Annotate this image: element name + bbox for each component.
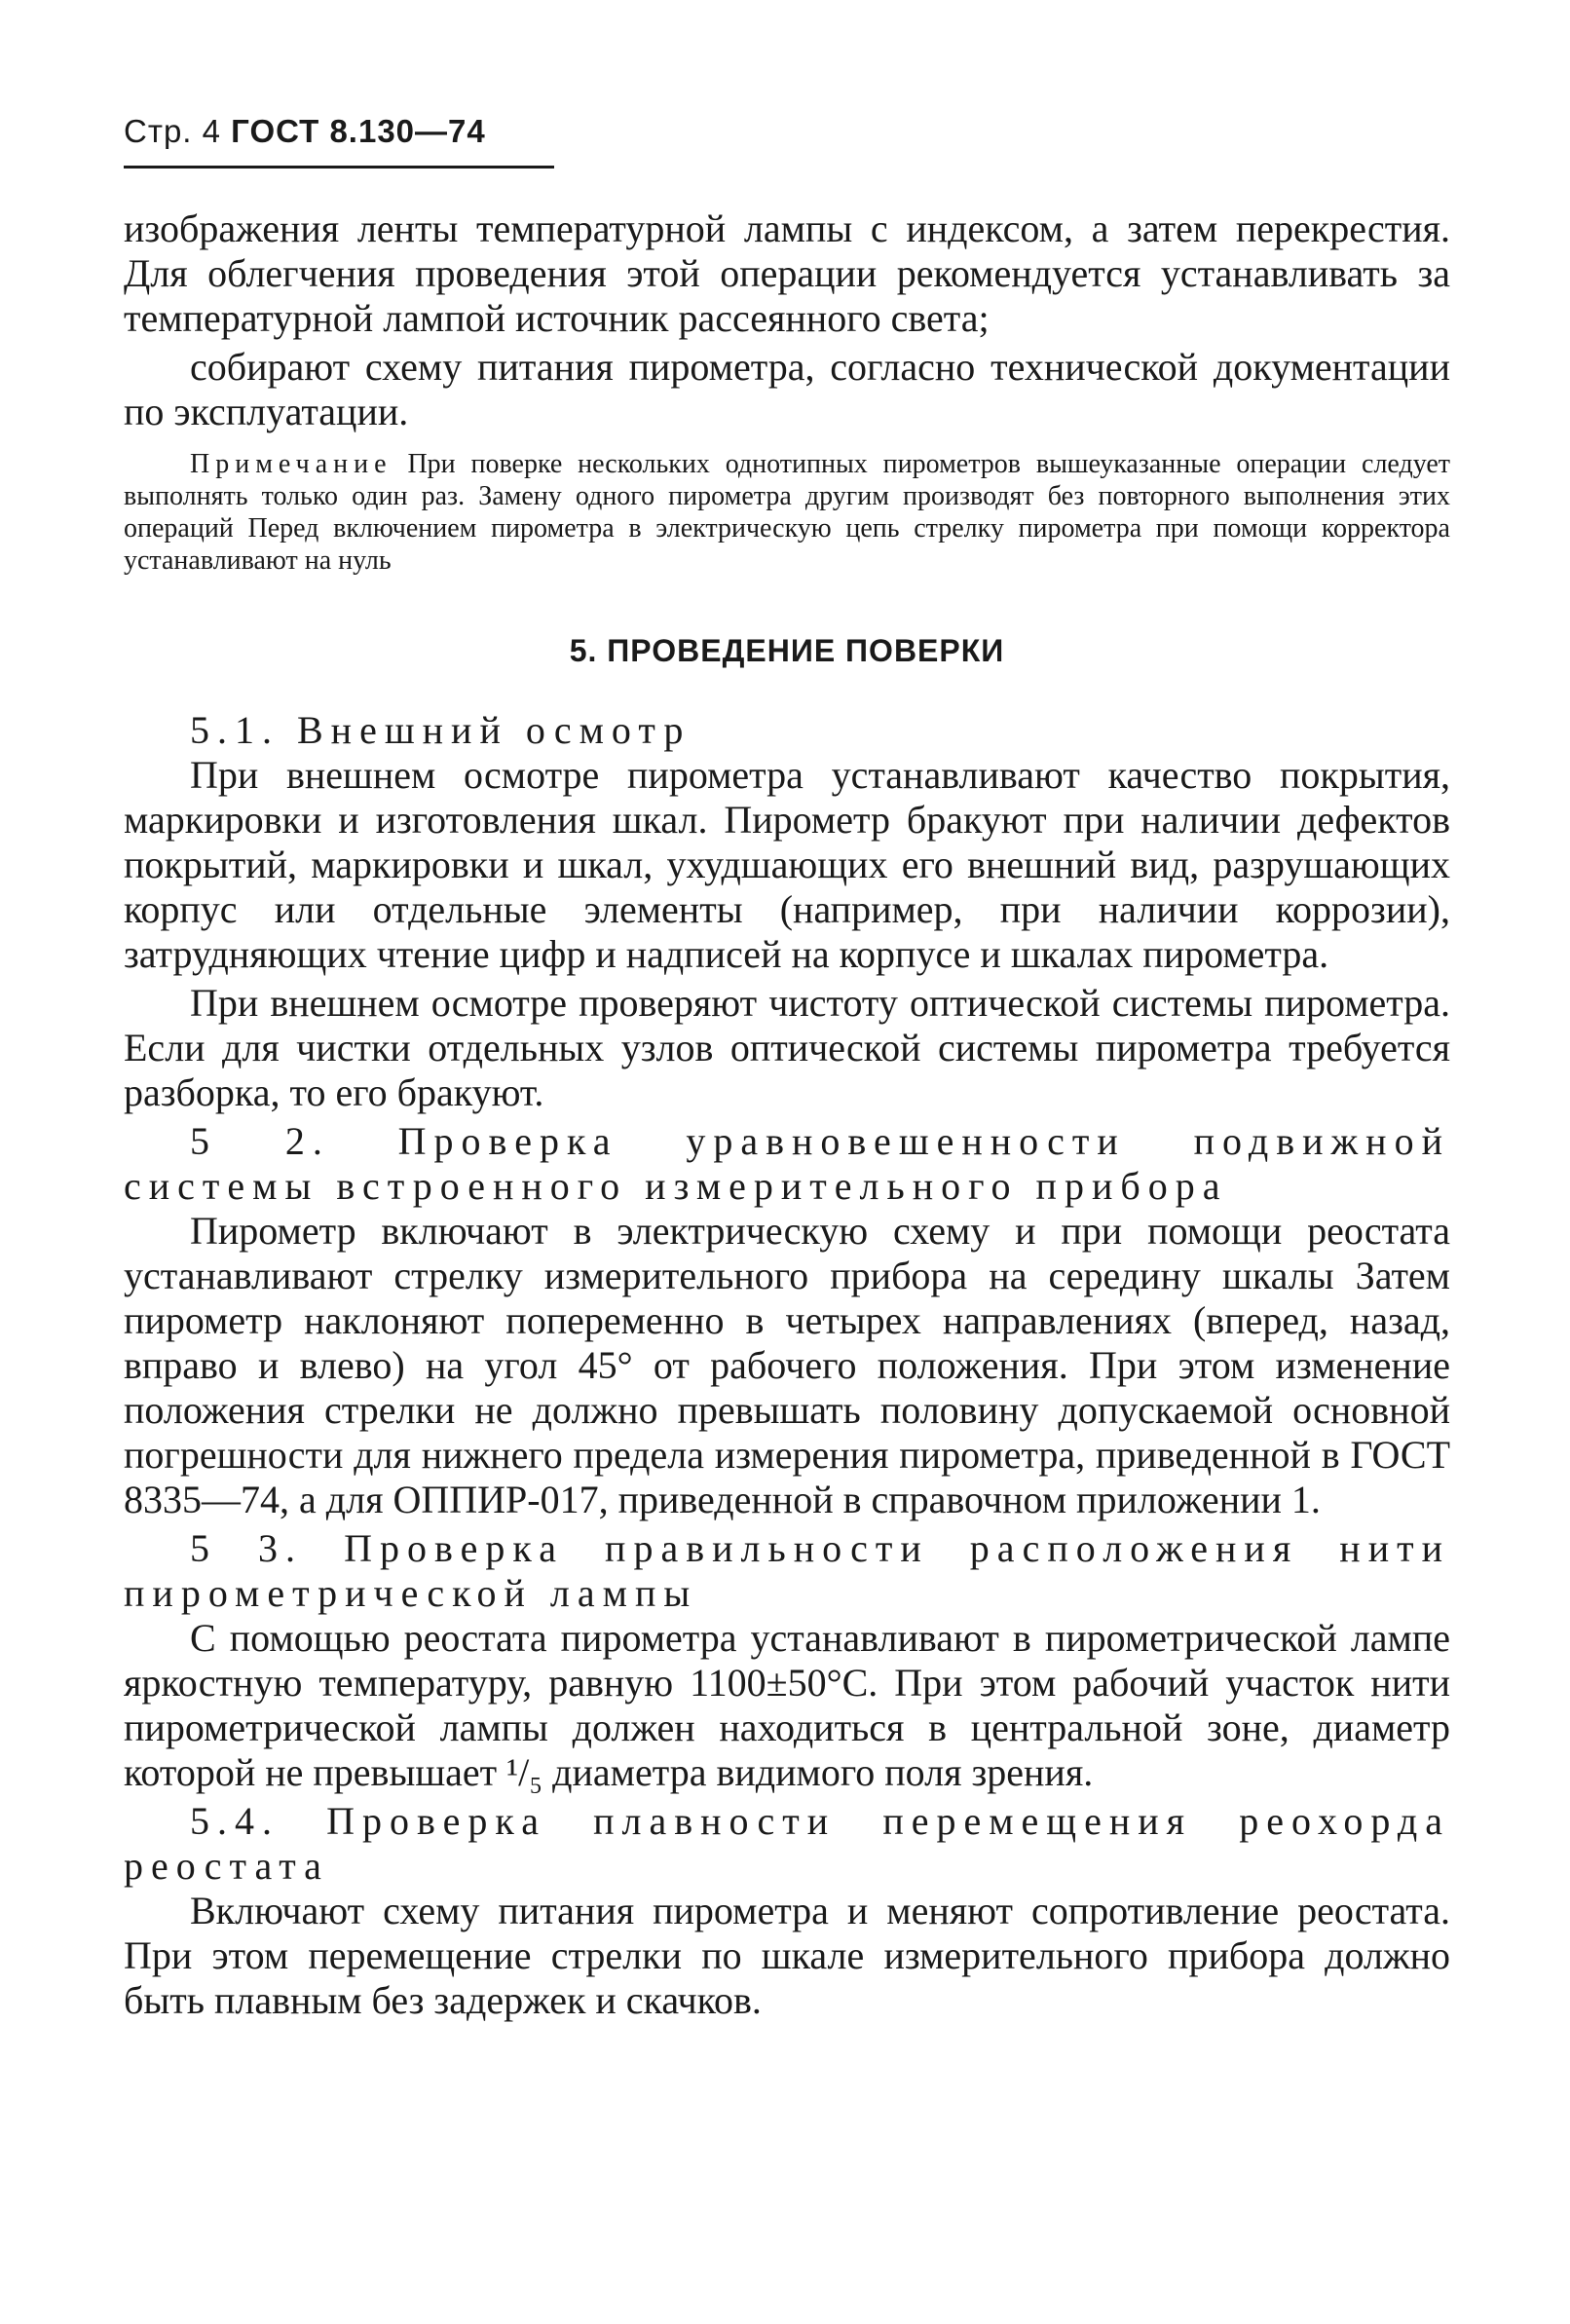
subsection-5-1-paragraph-1: При внешнем осмотре пирометра устанавливают качество покрытия, маркировки и изготовления шкал. Пирометр бракуют при наличии дефектов покрытий, маркировки и шкал, ухудшающих его внешний вид, разрушающих корпус или отдельные элементы (например, при наличии коррозии), затрудняющих чтение цифр и надписей на корпусе и шкалах пирометра. xyxy=(124,753,1450,976)
standard-number: ГОСТ 8.130—74 xyxy=(231,113,486,149)
paragraph-circuit: собирают схему питания пирометра, согласно технической документации по эксплуатации. xyxy=(124,345,1450,433)
subsection-5-4-heading: 5.4. Проверка плавности перемещения реохорда реостата xyxy=(124,1799,1450,1888)
subsection-5-1-heading: 5.1. Внешний осмотр xyxy=(190,708,692,752)
subsection-5-2-paragraph: Пирометр включают в электрическую схему и при помощи реостата устанавливают стрелку измерительного прибора на середину шкалы Затем пирометр наклоняют попеременно в четырех направлениях (вперед, назад, вправо и влево) на угол 45° от рабочего положения. При этом изменение положения стрелки не должно превышать половину допускаемой основной погрешности для нижнего предела измерения пирометра, приведенной в ГОСТ 8335—74, а для ОППИР-017, приведенной в справочном приложении 1. xyxy=(124,1209,1450,1521)
page-body xyxy=(124,206,1450,2023)
running-header xyxy=(124,113,486,150)
subsection-5-1-paragraph-2: При внешнем осмотре проверяют чистоту оптической системы пирометра. Если для чистки отдельных узлов оптической системы пирометра требуется разборка, то его бракуют. xyxy=(124,981,1450,1114)
subsection-5-3-heading: 5 3. Проверка правильности расположения нити пирометрической лампы xyxy=(124,1526,1450,1615)
subsection-5-3-paragraph: С помощью реостата пирометра устанавливают в пирометрической лампе яркостную температуру, равную 1100±50°С. При этом рабочий участок нити пирометрической лампы должен находиться в центральной зоне, диаметр которой не превышает ¹/₅ диаметра видимого поля зрения. xyxy=(124,1616,1450,1794)
page-number-label: Стр. 4 xyxy=(124,113,221,149)
note xyxy=(124,448,1450,577)
note-label: Примечание xyxy=(190,449,392,479)
subsection-5-4-paragraph: Включают схему питания пирометра и меняют сопротивление реостата. При этом перемещение стрелки по шкале измерительного прибора должно быть плавным без задержек и скачков. xyxy=(124,1889,1450,2022)
paragraph-continued: изображения ленты температурной лампы с индексом, а затем перекрестия. Для облегчения проведения этой операции рекомендуется устанавливать за температурной лампой источник рассеянного света; xyxy=(124,206,1450,340)
header-rule xyxy=(124,166,554,169)
section-title: 5. ПРОВЕДЕНИЕ ПОВЕРКИ xyxy=(569,633,1005,668)
subsection-5-2-heading: 5 2. Проверка уравновешенности подвижной системы встроенного измерительного прибора xyxy=(124,1119,1450,1208)
note-text: При поверке нескольких однотипных пирометров вышеуказанные операции следует выполнять только один раз. Замену одного пирометра другим производят без повторного выполнения этих операций Перед включением пирометра в электрическую цепь стрелку пирометра при помощи корректора устанавливают на нуль xyxy=(124,449,1451,576)
